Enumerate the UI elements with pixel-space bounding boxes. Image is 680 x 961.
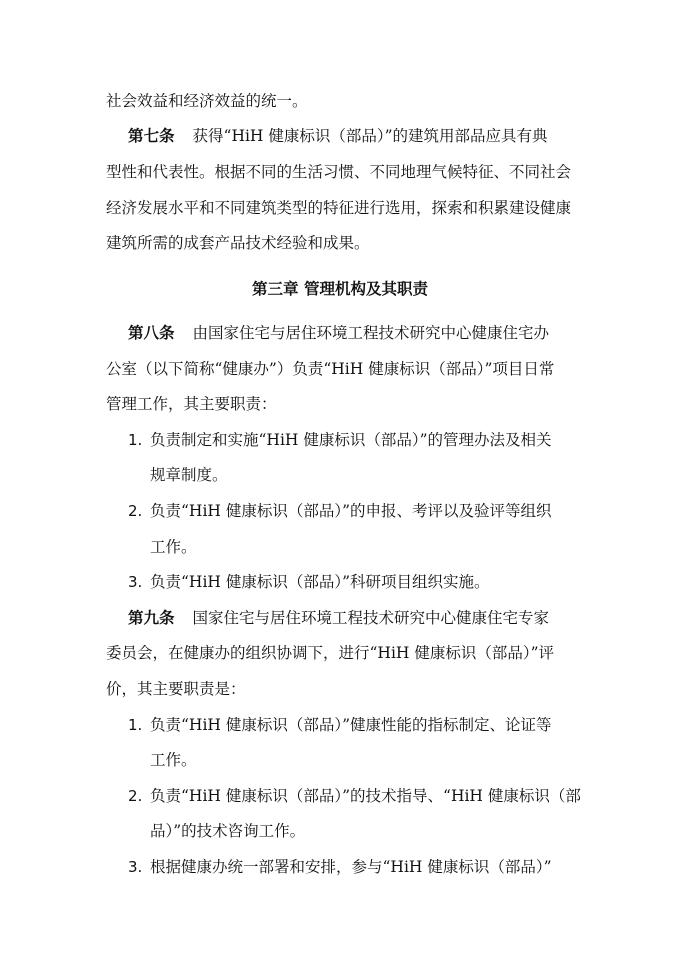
- text: 委员会，在健康办的组织协调下，进行“HiH 健康标识（部品）”评: [106, 644, 555, 662]
- article-7-line-1: [128, 126, 548, 146]
- text: 公室（以下简称“健康办”）负责“HiH 健康标识（部品）”项目日常: [106, 360, 555, 378]
- article-8-line-1: [128, 323, 549, 343]
- list-item: [128, 430, 552, 450]
- text: 获得“HiH 健康标识（部品）”的建筑用部品应具有典: [192, 127, 548, 145]
- article-7-line-3: [106, 198, 571, 218]
- text: 工作。: [150, 538, 197, 556]
- text: 由国家住宅与居住环境工程技术研究中心健康住宅办: [192, 324, 550, 342]
- list-number: 2.: [128, 787, 143, 805]
- list-item-continued: [150, 750, 197, 770]
- text: 国家住宅与居住环境工程技术研究中心健康住宅专家: [192, 609, 550, 627]
- list-item: [128, 501, 552, 521]
- article-9-line-2: [106, 643, 554, 663]
- text: 社会效益和经济效益的统一。: [106, 92, 308, 110]
- text: 根据健康办统一部署和安排，参与“HiH 健康标识（部品）”: [150, 858, 552, 876]
- article-8-line-2: [106, 359, 554, 379]
- text: 价，其主要职责是：: [106, 680, 246, 698]
- text: 负责“HiH 健康标识（部品）”的技术指导、“HiH 健康标识（部: [150, 787, 581, 805]
- list-item-continued: [150, 465, 228, 485]
- article-9-label: 第九条: [128, 608, 175, 627]
- text: 负责制定和实施“HiH 健康标识（部品）”的管理办法及相关: [150, 431, 552, 449]
- article-9-line-1: [128, 608, 549, 628]
- article-7-line-4: [106, 233, 370, 253]
- text: 负责“HiH 健康标识（部品）”科研项目组织实施。: [150, 573, 490, 591]
- list-number: 1.: [128, 431, 143, 449]
- article-8-label: 第八条: [128, 323, 175, 342]
- text: 经济发展水平和不同建筑类型的特征进行选用，探索和积累建设健康: [106, 199, 572, 217]
- chapter-heading: 第三章 管理机构及其职责: [252, 279, 428, 298]
- paragraph-line: [106, 91, 308, 111]
- article-8-line-3: [106, 394, 277, 414]
- text: 规章制度。: [150, 466, 228, 484]
- list-number: 3.: [128, 573, 143, 591]
- article-7-line-2: [106, 162, 571, 182]
- list-item-continued: [150, 821, 305, 841]
- list-item: [128, 572, 490, 592]
- text: 负责“HiH 健康标识（部品）”的申报、考评以及验评等组织: [150, 502, 552, 520]
- text: 负责“HiH 健康标识（部品）”健康性能的指标制定、论证等: [150, 716, 552, 734]
- article-9-line-3: [106, 679, 246, 699]
- list-item: [128, 786, 581, 806]
- list-number: 2.: [128, 502, 143, 520]
- text: 建筑所需的成套产品技术经验和成果。: [106, 234, 370, 252]
- text: 型性和代表性。根据不同的生活习惯、不同地理气候特征、不同社会: [106, 163, 572, 181]
- article-7-label: 第七条: [128, 126, 175, 145]
- list-number: 1.: [128, 716, 143, 734]
- text: 工作。: [150, 751, 197, 769]
- list-item: [128, 715, 552, 735]
- text: 管理工作，其主要职责：: [106, 395, 277, 413]
- text: 品）”的技术咨询工作。: [150, 822, 306, 840]
- list-item: [128, 857, 552, 877]
- list-number: 3.: [128, 858, 143, 876]
- list-item-continued: [150, 537, 197, 557]
